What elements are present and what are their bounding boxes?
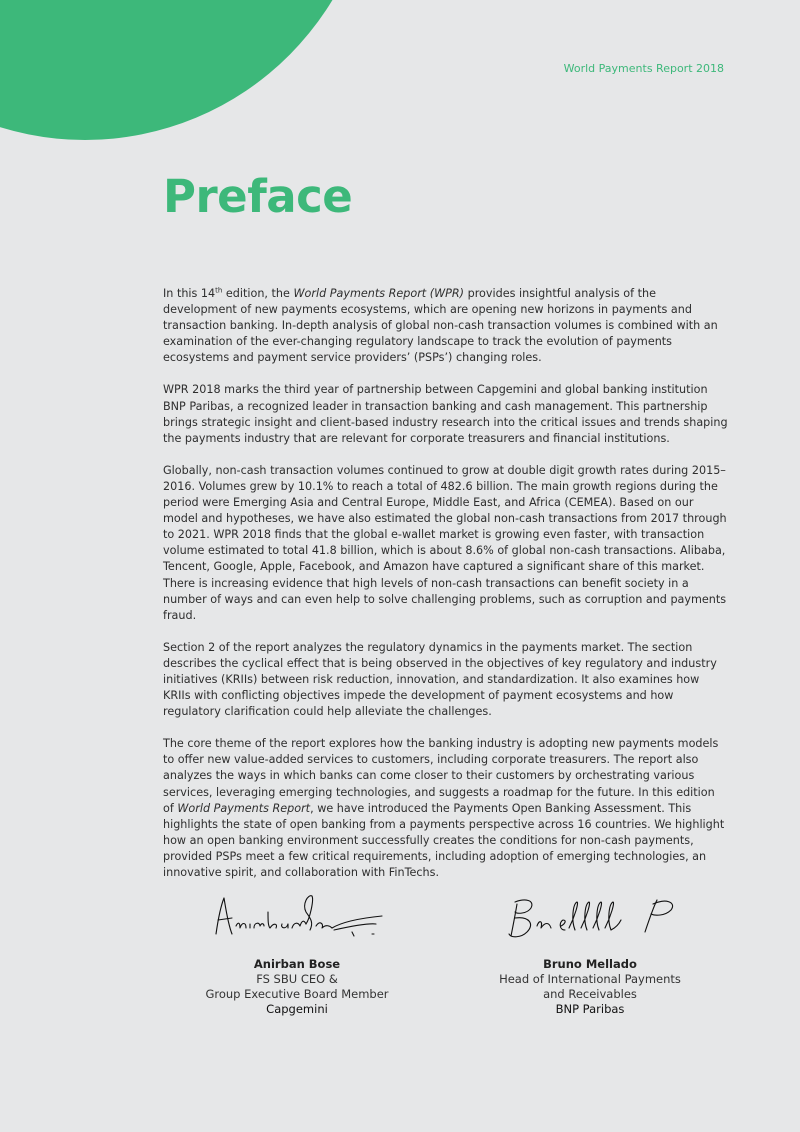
page-title: Preface (163, 170, 353, 223)
signatory-organization: Capgemini (266, 1002, 328, 1016)
signatory-capgemini (167, 890, 427, 1017)
report-tag: World Payments Report 2018 (563, 62, 724, 75)
signatory-name: Anirban Bose (253, 957, 341, 971)
signatory-organization: BNP Paribas (555, 1002, 625, 1016)
paragraph-1: In this 14th edition, the World Payments Report (WPR) provides insightful analysis of the development of new payments ecosystems, which are opening new horizons in payments and transaction banking. In-depth analysis of global non-cash transaction volumes is combined with an examination of the ever-changing regulatory landscape to track the evolution of payments ecosystems and payment service providers’ (PSPs’) changing roles. (163, 286, 718, 365)
signatory-role-line-1: FS SBU CEO & (256, 972, 338, 986)
signatory-role-line-2: Group Executive Board Member (205, 987, 389, 1001)
signature-anirban-bose (202, 890, 392, 948)
paragraph-5: The core theme of the report explores how the banking industry is adopting new payments models to offer new value-added services to customers, including corporate treasurers. The report also analyzes the ways in which banks can come closer to their customers by orchestrating various services, leveraging emerging technologies, and suggests a roadmap for the future. In this edition of World Payments Report, we have introduced the Payments Open Banking Assessment. This highlights the state of open banking from a payments perspective across 16 countries. We highlight how an open banking environment successfully creates the conditions for non-cash payments, provided PSPs meet a few critical requirements, including adoption of emerging technologies, an innovative spirit, and collaboration with FinTechs. (163, 737, 725, 879)
signatory-role-line-1: Head of International Payments (499, 972, 681, 986)
signatory-name: Bruno Mellado (543, 957, 637, 971)
signature-bruno-mellado (495, 890, 685, 948)
paragraph-4: Section 2 of the report analyzes the regulatory dynamics in the payments market. The section describes the cyclical effect that is being observed in the objectives of key regulatory and industry initiatives (KRIIs) between risk reduction, innovation, and standardization. It also examines how KRIIs with conflicting objectives impede the development of payment ecosystems and how regulatory clarification could help alleviate the challenges. (163, 640, 717, 719)
paragraph-2: WPR 2018 marks the third year of partnership between Capgemini and global banking institution BNP Paribas, a recognized leader in transaction banking and cash management. This partnership brings strategic insight and client-based industry research into the critical issues and trends shaping the payments industry that are relevant for corporate treasurers and financial institutions. (163, 383, 728, 445)
preface-body (163, 286, 728, 897)
paragraph-3: Globally, non-cash transaction volumes continued to grow at double digit growth rates during 2015–2016. Volumes grew by 10.1% to reach a total of 482.6 billion. The main growth regions during the period were Emerging Asia and Central Europe, Middle East, and Africa (CEMEA). Based on our model and hypotheses, we have also estimated the global non-cash transactions from 2017 through to 2021. WPR 2018 finds that the global e-wallet market is growing even faster, with transaction volume estimated to total 41.8 billion, which is about 8.6% of global non-cash transactions. Alibaba, Tencent, Google, Apple, Facebook, and Amazon have captured a significant share of this market. There is increasing evidence that high levels of non-cash transactions can benefit society in a number of ways and can even help to solve challenging problems, such as corruption and payments fraud. (163, 463, 727, 622)
decorative-green-circle (0, 0, 375, 140)
signatory-bnp-paribas (460, 890, 720, 1017)
signatory-role-line-2: and Receivables (543, 987, 637, 1001)
